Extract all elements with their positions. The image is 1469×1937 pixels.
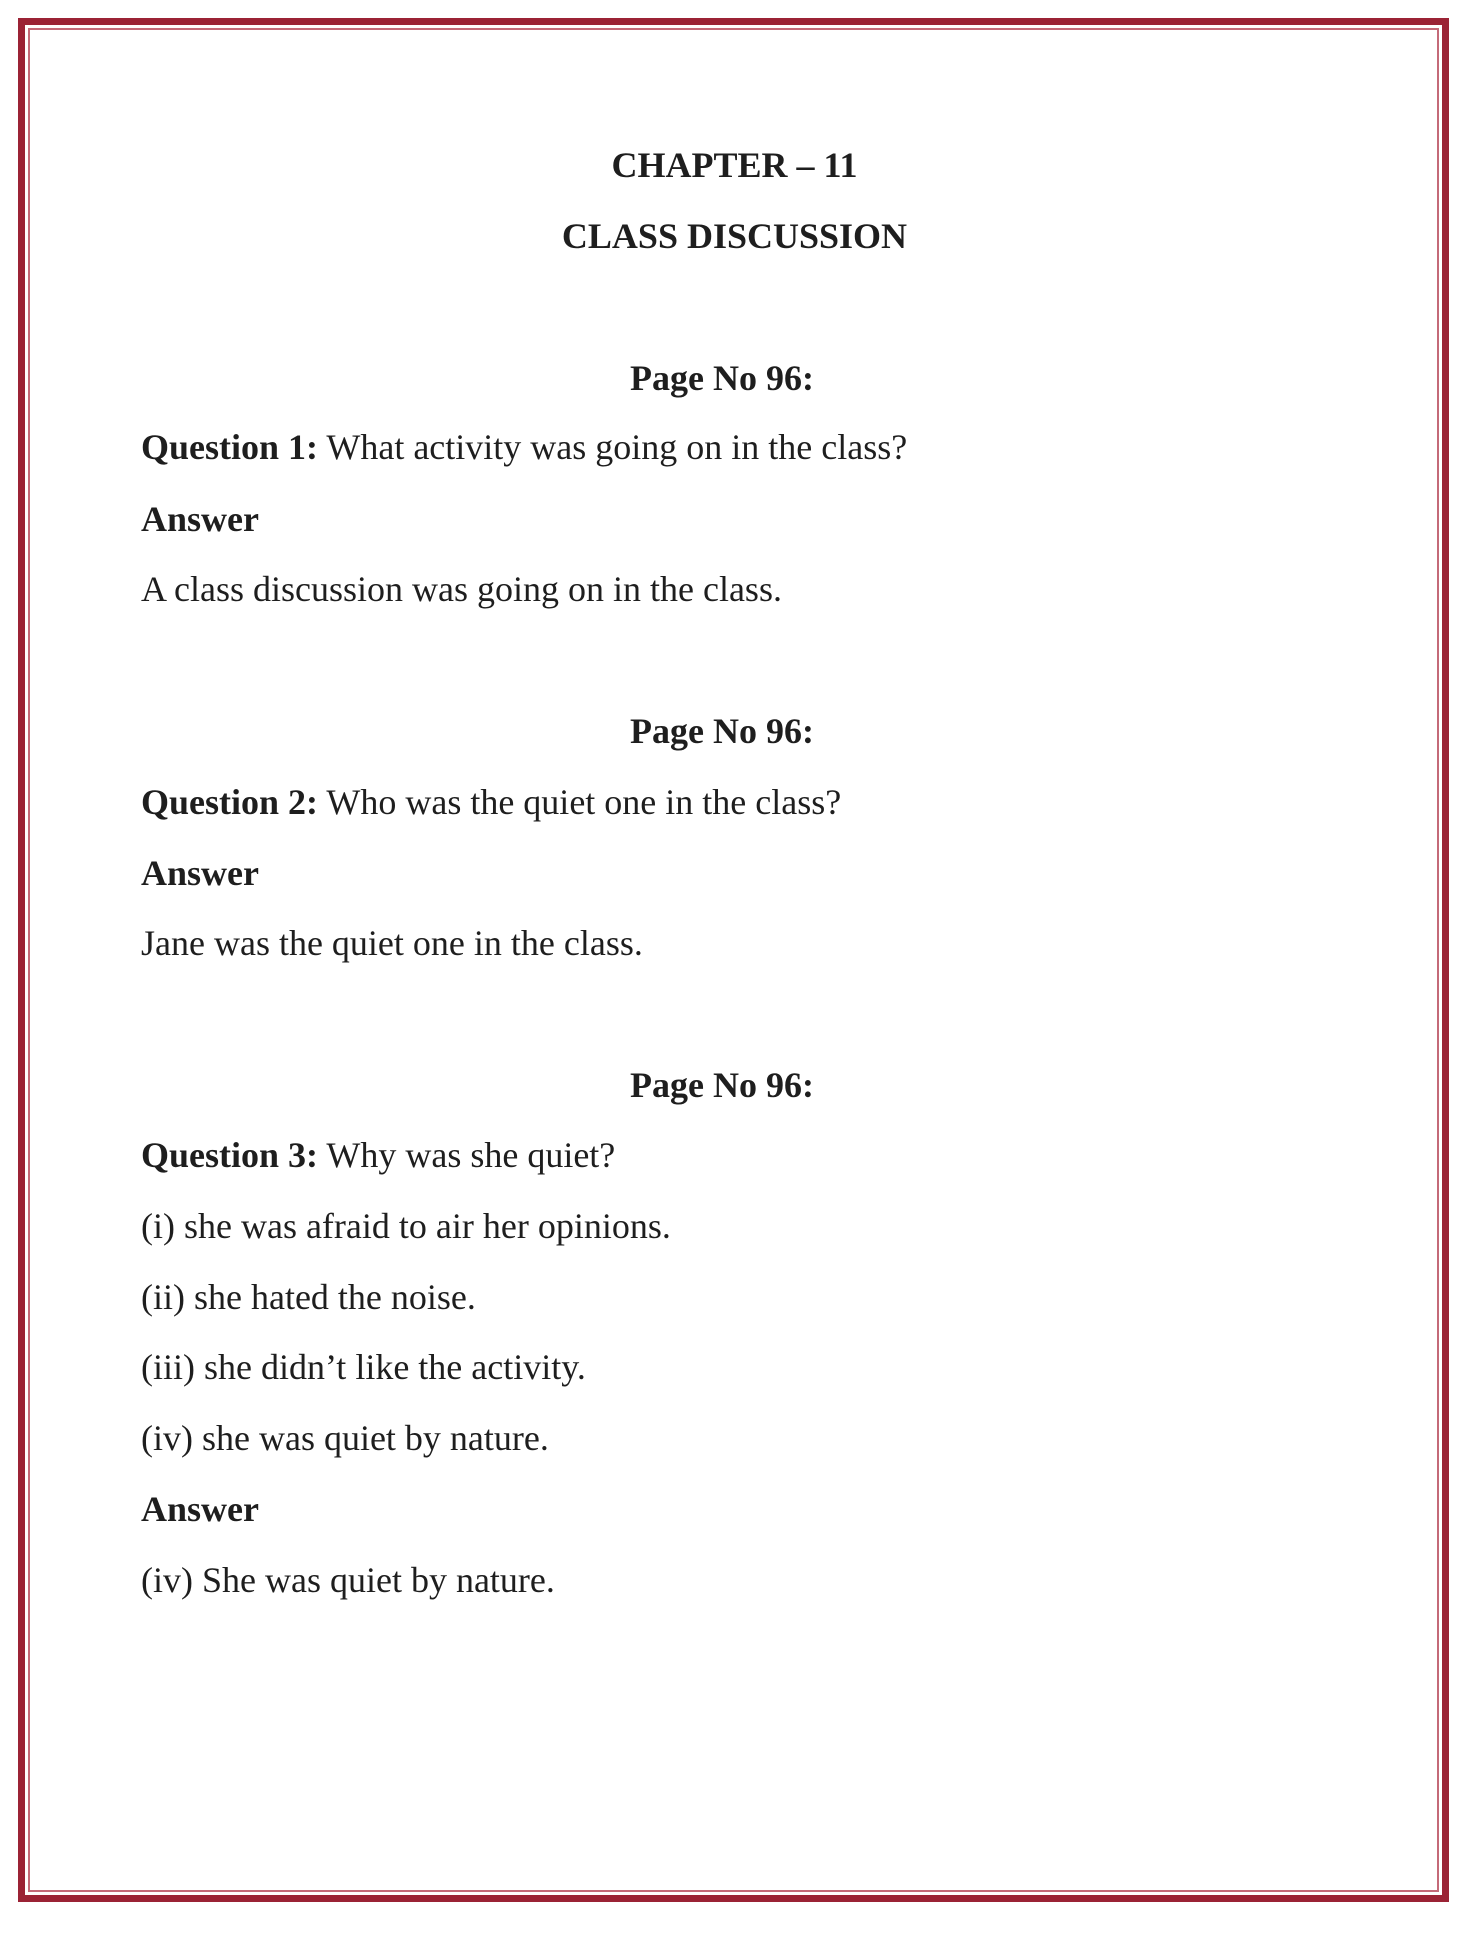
- chapter-heading: CHAPTER – 11: [611, 145, 858, 185]
- option-iv: (iv) she was quiet by nature.: [141, 1418, 549, 1458]
- page-number: Page No 96:: [630, 711, 814, 751]
- option-i: (i) she was afraid to air her opinions.: [141, 1206, 671, 1246]
- question-text: Who was the quiet one in the class?: [318, 782, 842, 822]
- question-label: Question 3:: [141, 1135, 319, 1175]
- answer-text: A class discussion was going on in the class.: [141, 569, 782, 609]
- answer-text: (iv) She was quiet by nature.: [141, 1560, 555, 1600]
- answer-text: Jane was the quiet one in the class.: [141, 923, 643, 963]
- question-3: [141, 1133, 615, 1177]
- question-2: [141, 780, 841, 824]
- chapter-title: CLASS DISCUSSION: [561, 216, 908, 256]
- answer-label: Answer: [141, 853, 259, 893]
- page-number: Page No 96:: [630, 358, 814, 398]
- question-1: [141, 425, 907, 469]
- question-text: Why was she quiet?: [318, 1135, 616, 1175]
- page-number: Page No 96:: [630, 1065, 814, 1105]
- answer-label: Answer: [141, 499, 259, 539]
- option-ii: (ii) she hated the noise.: [141, 1277, 476, 1317]
- option-iii: (iii) she didn’t like the activity.: [141, 1347, 586, 1387]
- question-text: What activity was going on in the class?: [318, 427, 908, 467]
- question-label: Question 1:: [141, 427, 319, 467]
- answer-label: Answer: [141, 1489, 259, 1529]
- question-label: Question 2:: [141, 782, 319, 822]
